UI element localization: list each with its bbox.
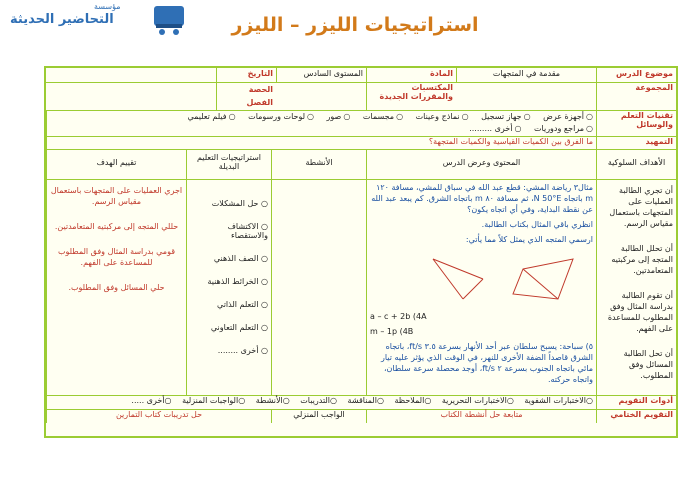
column-headers [46, 149, 676, 180]
strategy-item[interactable]: ○ الخرائط الذهنية [190, 277, 268, 286]
period-label: الحصة [248, 85, 273, 94]
goal-item: أن تجري الطالبة العمليات على المتجهات باستعمال مقياس الرسم. [609, 186, 673, 228]
tech-option[interactable]: ○ مراجع ودوريات [534, 124, 593, 133]
assess-option[interactable]: ○ أخرى ..... [131, 396, 171, 405]
assess-option[interactable]: ○ الاختبارات التحريرية [442, 396, 514, 405]
goals-header: الأهداف السلوكية [596, 149, 676, 179]
intro-question: ما الفرق بين الكميات القياسية والكميات المتجهة؟ [428, 137, 593, 146]
equation-a: a – c + 2b (4A [370, 312, 427, 321]
logo-text: التحاضير الحديثة [10, 12, 114, 27]
example-text: مثال٣ رياضة المشي: قطع عبد الله في سباق للمشي، مسافة ١٢٠ m باتجاه N 50°E، ثم مسافة ٨٠ m باتجاه الشرق. كم يبعد عبد الله عن نقطة البداية، وفي أي اتجاه يكون؟ [371, 183, 593, 214]
tech-option[interactable]: ○ جهاز تسجيل [481, 112, 530, 121]
tech-option[interactable]: ○ أخرى ......... [469, 124, 521, 133]
assess-options [46, 395, 596, 409]
tech-option[interactable]: ○ أجهزة عرض [543, 112, 593, 121]
assess-option[interactable]: ○ الاختبارات الشفوية [524, 396, 593, 405]
goals-column [596, 179, 676, 395]
page-title: استراتيجيات الليزر – الليزر [231, 14, 479, 36]
activities-column [271, 179, 366, 395]
draw-instruction: ارسمي المتجه الذي يمثل كلاً مما يأتي: [465, 235, 593, 244]
group-label: المجموعة [635, 83, 673, 92]
level-label: المستوى السادس [303, 69, 363, 78]
eval-column [46, 179, 186, 395]
tech-label: تقنيات التعلم والوسائل [620, 111, 673, 129]
logo [4, 2, 190, 46]
lesson-body [46, 179, 676, 396]
strategy-item[interactable]: ○ الصف الذهني [190, 254, 268, 263]
eval-item: حلي المسائل وفق المطلوب. [68, 283, 165, 292]
goal-item: أن تحل الطالبة المسائل وفق المطلوب. [623, 349, 673, 380]
topic-value: مقدمة في المتجهات [492, 69, 561, 78]
eval-item: قومي بدراسة المثال وفق المطلوب للمساعدة على الفهم. [57, 247, 176, 267]
strategy-item[interactable]: ○ التعلم التعاوني [190, 323, 268, 332]
activities-header: الأنشطة [271, 149, 366, 179]
tech-option[interactable]: ○ صور [327, 112, 351, 121]
header-row-2 [46, 82, 676, 111]
eval-header: تقييم الهدف [46, 149, 186, 179]
homework-label: الواجب المنزلي [293, 410, 345, 419]
equation-b: m – 1p (4B [370, 327, 414, 336]
logo-sub: مؤسسة [94, 2, 121, 11]
tech-option[interactable]: ○ نماذج وعينات [416, 112, 469, 121]
class-label: الفصل [246, 98, 273, 107]
assess-option[interactable]: ○ الواجبات المنزلية [182, 396, 245, 405]
strategy-item[interactable]: ○ أخرى ........ [190, 346, 268, 355]
homework-value: حل تدريبات كتاب التمارين [115, 410, 203, 419]
goal-item: أن تقوم الطالبة بدراسة المثال وفق المطلوب للمساعدة على الفهم. [607, 291, 673, 333]
final-followup: متابعة حل أنشطة الكتاب [440, 410, 523, 419]
tech-option[interactable]: ○ مجسمات [363, 112, 403, 121]
skills-label: المكتسبات والمقررات الجديدة [379, 83, 453, 101]
assess-option[interactable]: ○ الأنشطة [256, 396, 290, 405]
assess-label: أدوات التقويم [618, 396, 673, 405]
example-note: انظري باقي المثال بكتاب الطالبة. [481, 220, 593, 229]
strategy-item[interactable]: ○ التعلم الذاتي [190, 300, 268, 309]
assess-option[interactable]: ○ المناقشة [348, 396, 384, 405]
vector-figures [373, 249, 593, 309]
tech-row [46, 110, 676, 137]
strategy-item[interactable]: ○ الاكتشاف والاستقصاء [190, 222, 268, 240]
strategies-column [186, 179, 271, 395]
subject-label: المادة [430, 69, 453, 78]
eval-item: اجري العمليات على المتجهات باستعمال مقياس الرسم. [50, 186, 183, 206]
content-header: المحتوى وعرض الدرس [366, 149, 596, 179]
assess-option[interactable]: ○ الملاحظة [394, 396, 431, 405]
date-label: التاريخ [247, 69, 273, 78]
topic-label: موضوع الدرس [616, 69, 673, 78]
swimming-problem: ٥) سباحة: يسبح سلطان عبر أحد الأنهار بسرعة ٣.٥ ft/s، باتجاه الشرق قاصداً الضفة الأخرى للنهر، في الوقت الذي يؤثر عليه تيار مائي باتجاه الجنوب بسرعة ٢ ft/s، أوجد محصلة سرعة سلطان، واتجاه حركته. [381, 342, 593, 384]
tech-options [46, 110, 596, 136]
header-row-1 [46, 68, 676, 83]
final-row [46, 409, 676, 423]
tech-option[interactable]: ○ لوحات ورسومات [248, 112, 314, 121]
tech-option[interactable]: ○ فيلم تعليمي [187, 112, 235, 121]
assess-option[interactable]: ○ التدريبات [300, 396, 337, 405]
strategies-header: استراتيجيات التعليم البديلة [186, 149, 271, 179]
intro-label: التمهيد [645, 137, 673, 146]
goal-item: أن تحلل الطالبة المتجه إلى مركبتيه المتعامدتين. [611, 244, 673, 275]
assess-row [46, 395, 676, 410]
lesson-plan [44, 66, 678, 438]
strategy-item[interactable]: ○ حل المشكلات [190, 199, 268, 208]
content-column [366, 179, 596, 395]
final-label: التقويم الختامي [610, 410, 673, 419]
intro-row [46, 136, 676, 150]
eval-item: حللي المتجه إلى مركبتيه المتعامدتين. [54, 222, 179, 231]
